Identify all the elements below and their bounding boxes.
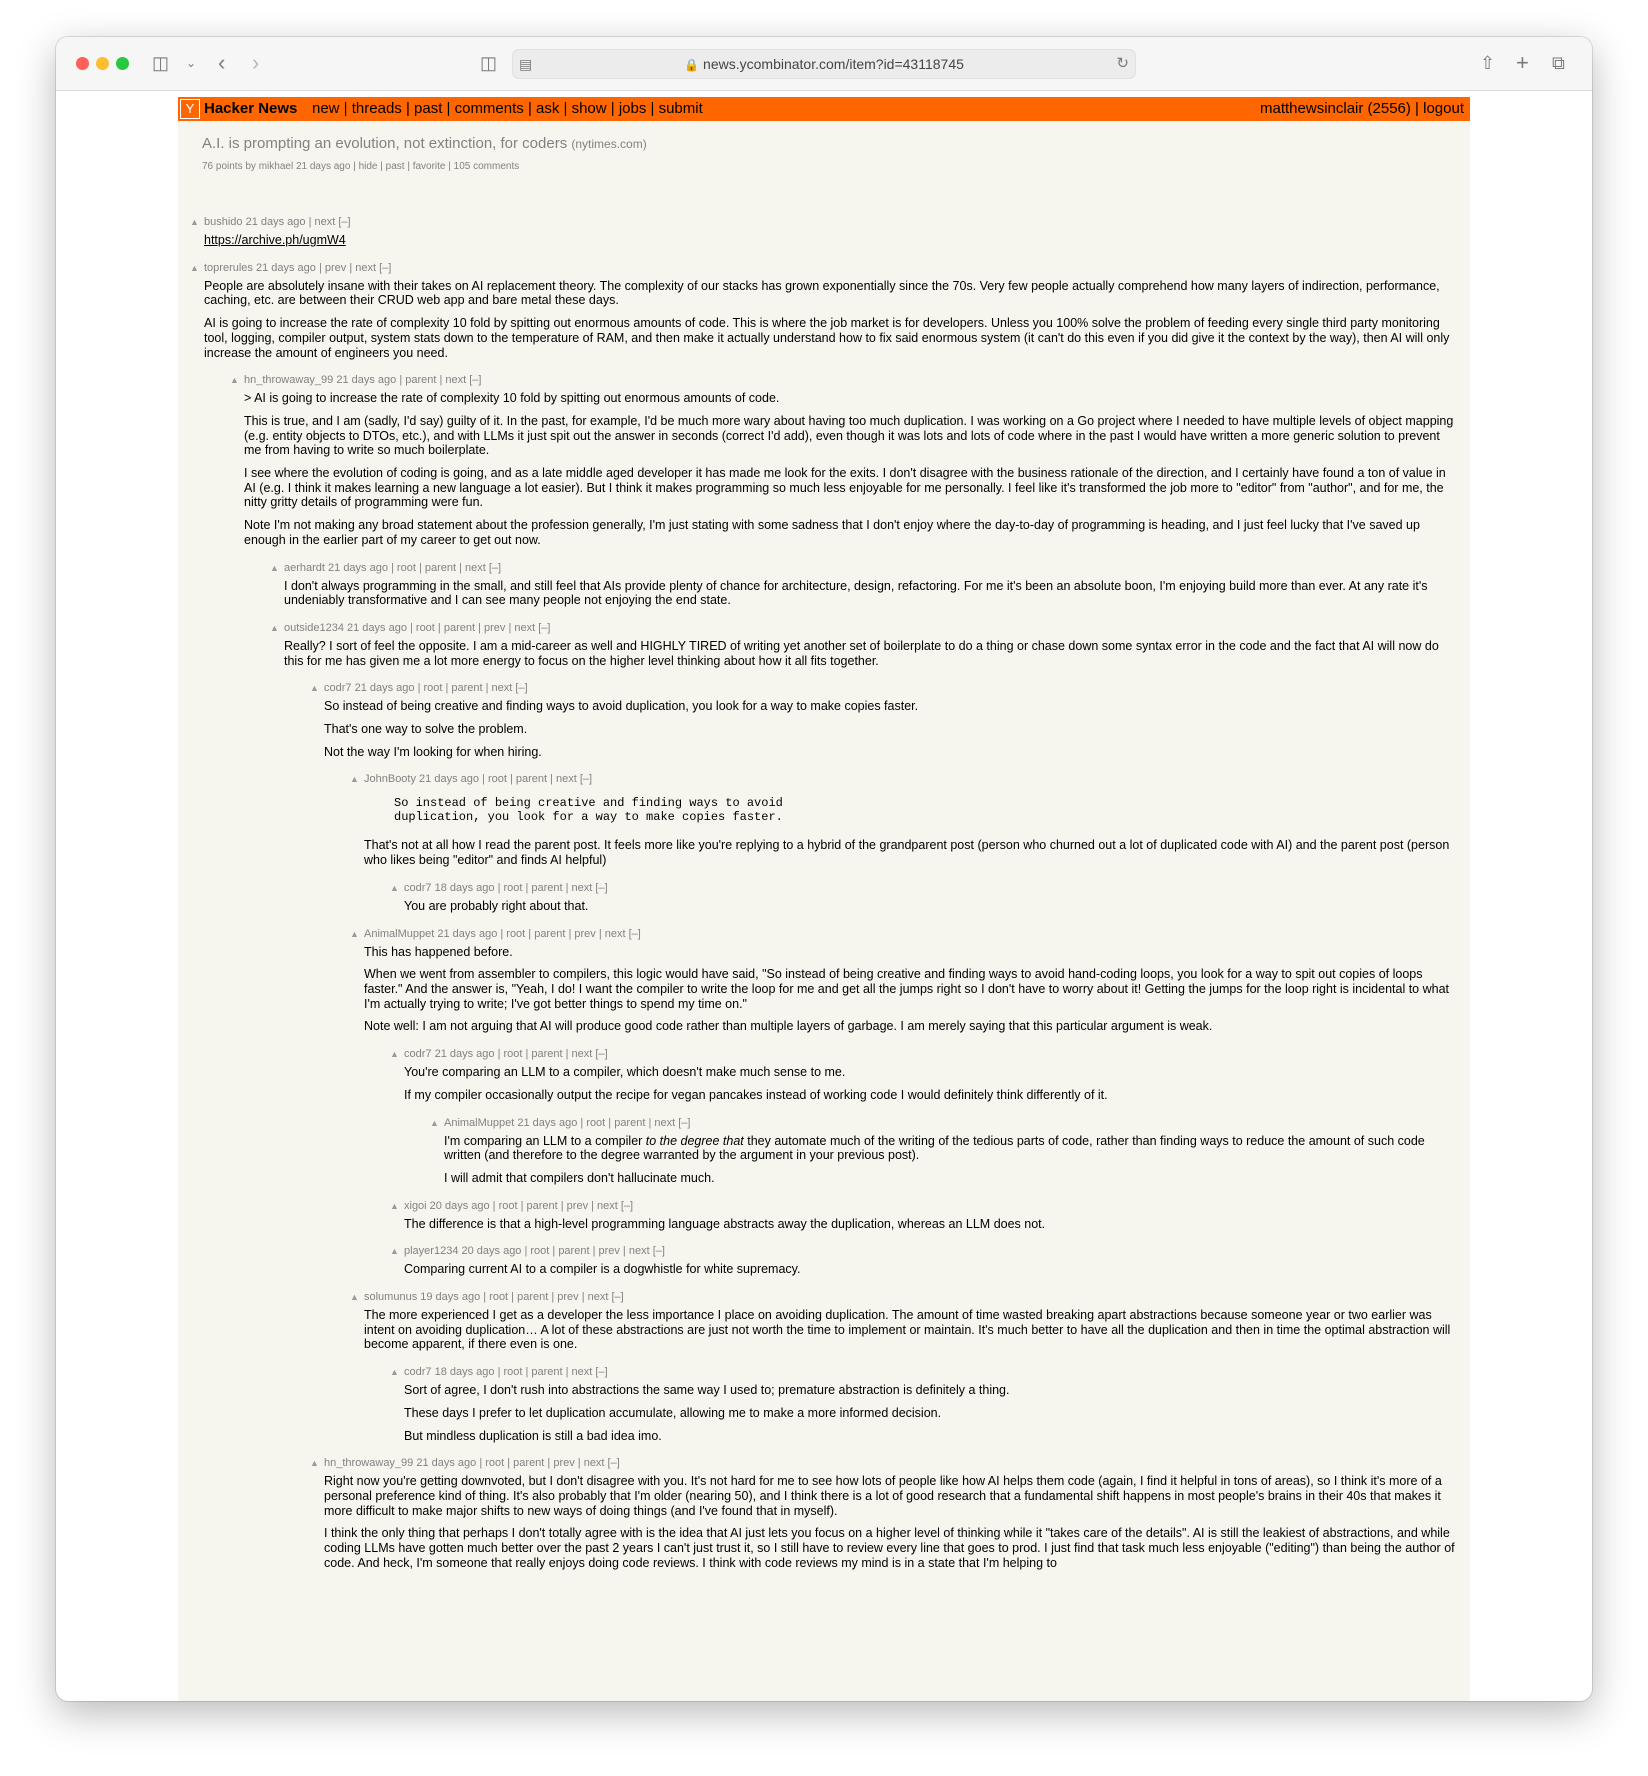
upvote-icon[interactable]: ▲ xyxy=(270,562,279,573)
zoom-window-button[interactable] xyxy=(116,57,129,70)
comment-quote: So instead of being creative and finding ways to avoid duplication, you look for a way to make copies faster. xyxy=(394,796,783,825)
sidebar-icon[interactable]: ◫ xyxy=(152,53,170,73)
address-bar[interactable] xyxy=(512,49,1136,79)
comment-head: hn_throwaway_99 21 days ago | parent | next [–] xyxy=(244,374,482,387)
upvote-icon[interactable]: ▲ xyxy=(390,1246,399,1257)
minimize-window-button[interactable] xyxy=(96,57,109,70)
story-site[interactable]: (nytimes.com) xyxy=(571,137,647,151)
page-menu-icon[interactable]: ▤ xyxy=(519,56,533,72)
comment-text: I will admit that compilers don't hallucinate much. xyxy=(444,1170,715,1185)
comment-head: bushido 21 days ago | next [–] xyxy=(204,216,351,228)
comment-head: outside1234 21 days ago | root | parent | prev | next [–] xyxy=(284,621,551,634)
comment xyxy=(350,772,1460,867)
forward-icon[interactable]: › xyxy=(252,50,260,75)
comment xyxy=(230,373,1460,547)
comment xyxy=(270,621,1460,668)
browser-toolbar xyxy=(56,37,1592,91)
comment xyxy=(350,1290,1460,1352)
upvote-icon[interactable]: ▲ xyxy=(310,1458,319,1469)
comment xyxy=(390,1244,1460,1277)
comment-text: I see where the evolution of coding is going, and as a late middle aged developer it has made me look for the exits. I don't disagree with the business rationale of the direction, and I certainly have found a ton of value in AI (e.g. I think it makes learning a new language a lot easier). But I think it makes programming so much less enjoyable for me personally. I feel like it's transformed the job more to "editor" from "author", and for me, the nitty gritty details of programming were fun. xyxy=(244,466,1446,510)
hn-logo[interactable]: Y xyxy=(180,99,200,119)
comment-text: > AI is going to increase the rate of complexity 10 fold by spitting out enormous amounts of code. xyxy=(244,391,780,406)
comment-text: People are absolutely insane with their takes on AI replacement theory. The complexity of our stacks has grown exponentially since the 70s. Very few people actually comprehend how many layers of indirection, performance, caching, etc. are between their CRUD web app and bare metal these days. xyxy=(204,278,1440,308)
new-tab-icon[interactable]: + xyxy=(1516,50,1529,75)
tab-overview-icon[interactable]: ⧉ xyxy=(1552,53,1565,73)
comment xyxy=(310,681,1460,759)
reload-icon[interactable]: ↻ xyxy=(1116,55,1129,72)
comment-text: Note I'm not making any broad statement about the profession generally, I'm just stating with some sadness that I don't enjoy where the day-to-day of programming is heading, and I just feel lucky that I've saved up enough in the earlier part of my career to get out now. xyxy=(244,518,1420,547)
privacy-icon[interactable]: ◫ xyxy=(480,53,498,73)
comment xyxy=(390,881,1460,914)
comment-head: hn_throwaway_99 21 days ago | root | parent | prev | next [–] xyxy=(324,1457,620,1470)
back-icon[interactable]: ‹ xyxy=(218,50,226,75)
comment-head: solumunus 19 days ago | root | parent | prev | next [–] xyxy=(364,1291,624,1304)
comment-text: If my compiler occasionally output the recipe for vegan pancakes instead of working code I would definitely think differently of it. xyxy=(404,1087,1108,1102)
upvote-icon[interactable]: ▲ xyxy=(190,217,199,227)
lock-icon: 🔒 xyxy=(684,58,700,72)
comment-tree xyxy=(190,215,1460,1583)
upvote-icon[interactable]: ▲ xyxy=(390,1200,399,1211)
comment xyxy=(390,1199,1460,1232)
comment xyxy=(190,215,1460,248)
comment-head: AnimalMuppet 21 days ago | root | parent | prev | next [–] xyxy=(364,927,641,940)
nav-links[interactable]: new | threads | past | comments | ask | show | jobs | submit xyxy=(312,100,703,117)
comment-text: AI is going to increase the rate of complexity 10 fold by spitting out enormous amounts of code. This is where the job market is for developers. Unless you 100% solve the problem of feeding every single third party monitoring tool, logging, compiler output, system stats down to the temperature of RAM, and then make it actually understand how to fix said enormous system (it can't do this even if you did give it the context by the way), then AI will only increase the amount of engineers you need. xyxy=(204,316,1450,360)
comment-head: xigoi 20 days ago | root | parent | prev | next [–] xyxy=(404,1199,634,1212)
browser-window xyxy=(56,37,1592,1701)
story-subtext: 76 points by mikhael 21 days ago | hide | past | favorite | 105 comments xyxy=(202,161,520,172)
comment-text: Right now you're getting downvoted, but I don't disagree with you. It's not hard for me to see how lots of people like how AI helps them code (again, I find it helpful in tons of areas), so I think it's more of a personal preference kind of thing. It's also probably that I'm older (nearing 50), and I think there is a lot of good research that a fundamental shift happens in most people's brains in their 40s that makes it more difficult to make major shifts to new ways of doing things (and I've found that in myself). xyxy=(324,1474,1442,1518)
upvote-icon[interactable]: ▲ xyxy=(390,882,399,893)
upvote-icon[interactable]: ▲ xyxy=(390,1049,399,1060)
comment-text: Sort of agree, I don't rush into abstractions the same way I used to; premature abstraction is definitely a thing. xyxy=(404,1383,1010,1398)
upvote-icon[interactable]: ▲ xyxy=(350,1292,359,1303)
comment-text: Comparing current AI to a compiler is a dogwhistle for white supremacy. xyxy=(404,1262,801,1277)
comment-head: aerhardt 21 days ago | root | parent | next [–] xyxy=(284,561,502,574)
comment xyxy=(190,261,1460,361)
comment xyxy=(310,1456,1460,1570)
close-window-button[interactable] xyxy=(76,57,89,70)
comment-text: Note well: I am not arguing that AI will produce good code rather than multiple layers of garbage. I am merely saying that this particular argument is weak. xyxy=(364,1019,1213,1034)
url-text: news.ycombinator.com/item?id=43118745 xyxy=(703,56,964,72)
comment-text: That's one way to solve the problem. xyxy=(324,722,528,737)
comment-text: So instead of being creative and finding ways to avoid duplication, you look for a way to make copies faster. xyxy=(324,699,919,714)
comment-text: Not the way I'm looking for when hiring. xyxy=(324,744,542,759)
upvote-icon[interactable]: ▲ xyxy=(350,774,359,785)
comment-text: You are probably right about that. xyxy=(404,898,589,913)
upvote-icon[interactable]: ▲ xyxy=(270,622,279,633)
comment-head: player1234 20 days ago | root | parent | prev | next [–] xyxy=(404,1245,665,1258)
comment-text: I don't always programming in the small, and still feel that AIs provide plenty of chance for architecture, design, refactoring. For me it's been an absolute boon, I'm enjoying build more than ever. At any rate it's undeniably transformative and I can see many people not enjoying the end state. xyxy=(284,578,1428,608)
comment xyxy=(430,1116,1460,1186)
upvote-icon[interactable]: ▲ xyxy=(190,262,199,273)
comment-head: codr7 18 days ago | root | parent | next [–] xyxy=(404,881,608,894)
comment-text: The difference is that a high-level programming language abstracts away the duplication, whereas an LLM does not. xyxy=(404,1216,1046,1231)
comment-text: I'm comparing an LLM to a compiler to the degree that they automate much of the writing of the tedious parts of code, rather than finding ways to reduce the amount of such code written (and therefore to the degree warranted by the argument in your previous post). xyxy=(444,1133,1425,1163)
upvote-icon[interactable]: ▲ xyxy=(430,1117,439,1128)
upvote-icon[interactable]: ▲ xyxy=(230,375,239,386)
comment-text: The more experienced I get as a developer the less importance I place on avoiding duplication. The amount of time wasted breaking apart abstractions because someone year or two earlier was intent on avoiding duplication… A lot of these abstractions are just not worth the time to implement or maintain. It's much better to have all the duplication and then in time the optimal abstraction will become apparent, if there even is one. xyxy=(364,1308,1451,1352)
comment-head: JohnBooty 21 days ago | root | parent | next [–] xyxy=(364,773,593,786)
story-title[interactable]: A.I. is prompting an evolution, not extinction, for coders xyxy=(202,135,568,152)
comment-link[interactable]: https://archive.ph/ugmW4 xyxy=(204,233,346,247)
comment-text: But mindless duplication is still a bad idea imo. xyxy=(404,1428,662,1443)
upvote-icon[interactable]: ▲ xyxy=(310,683,319,694)
page-content xyxy=(178,97,1470,1701)
comment-head: codr7 18 days ago | root | parent | next [–] xyxy=(404,1366,608,1379)
comment xyxy=(270,561,1460,608)
comment-head: codr7 21 days ago | root | parent | next [–] xyxy=(324,682,528,695)
comment-head: codr7 21 days ago | root | parent | next [–] xyxy=(404,1048,608,1061)
comment-text: This has happened before. xyxy=(364,944,513,959)
comment-text: When we went from assembler to compilers, this logic would have said, "So instead of being creative and finding ways to avoid hand-coding loops, you look for a way to spit out copies of loops faster." And the answer is, "Yeah, I do! I want the compiler to write the loop for me and get all the jumps right so I don't have to worry about it! Getting the jumps for the loop right is incidental to what I'm actually trying to write; I've got better things to spend my time on." xyxy=(364,967,1449,1011)
comment xyxy=(390,1047,1460,1102)
share-icon[interactable]: ⇧ xyxy=(1480,53,1496,73)
comment-text: You're comparing an LLM to a compiler, which doesn't make much sense to me. xyxy=(404,1065,846,1080)
comment xyxy=(350,927,1460,1035)
chevron-down-icon[interactable]: ⌄ xyxy=(186,56,197,70)
comment xyxy=(390,1365,1460,1443)
hn-brand[interactable]: Hacker News xyxy=(204,100,298,117)
comment-text: I think the only thing that perhaps I don't totally agree with is the idea that AI just lets you focus on a higher level of thinking while it "takes care of the details". AI is still the leakiest of abstractions, and while coding LLMs have gotten much better over the past 2 years I can't just trust it, so I still have to review every line that goes to prod. I just find that task much less enjoyable ("editing") than being the author of code. And heck, I'm someone that really enjoys doing code reviews. I think with code reviews my mind is in a state that I'm helping to xyxy=(324,1526,1455,1570)
comment-text: Really? I sort of feel the opposite. I am a mid-career as well and HIGHLY TIRED of writing yet another set of boilerplate to do a thing or chase down some syntax error in the code and the fact that AI will now do this for me has given me a lot more energy to focus on the higher level thinking about how it all fits together. xyxy=(284,638,1439,668)
comment-text: This is true, and I am (sadly, I'd say) guilty of it. In the past, for example, I'd be much more wary about having too much duplication. I was working on a Go project where I needed to have multiple levels of object mapping (e.g. entity objects to DTOs, etc.), and with LLMs it just spit out the answer in seconds (correct I'd add), even though it was lots and lots of code where in the past I would have written a more generic solution to prevent me from having to write so much boilerplate. xyxy=(244,413,1454,458)
comment-head: AnimalMuppet 21 days ago | root | parent | next [–] xyxy=(444,1116,691,1129)
comment-head: toprerules 21 days ago | prev | next [–] xyxy=(204,261,392,274)
hn-header xyxy=(178,97,1470,121)
user-links[interactable]: matthewsinclair (2556) | logout xyxy=(1260,100,1464,117)
comment-text: That's not at all how I read the parent post. It feels more like you're replying to a hybrid of the grandparent post (person who churned out a lot of duplicated code with AI) and the parent post (person who likes being "editor" and finds AI helpful) xyxy=(364,838,1450,868)
upvote-icon[interactable]: ▲ xyxy=(350,928,359,939)
upvote-icon[interactable]: ▲ xyxy=(390,1367,399,1378)
comment-text: These days I prefer to let duplication accumulate, allowing me to make a more informed decision. xyxy=(404,1405,942,1420)
story-title-line xyxy=(202,135,647,152)
